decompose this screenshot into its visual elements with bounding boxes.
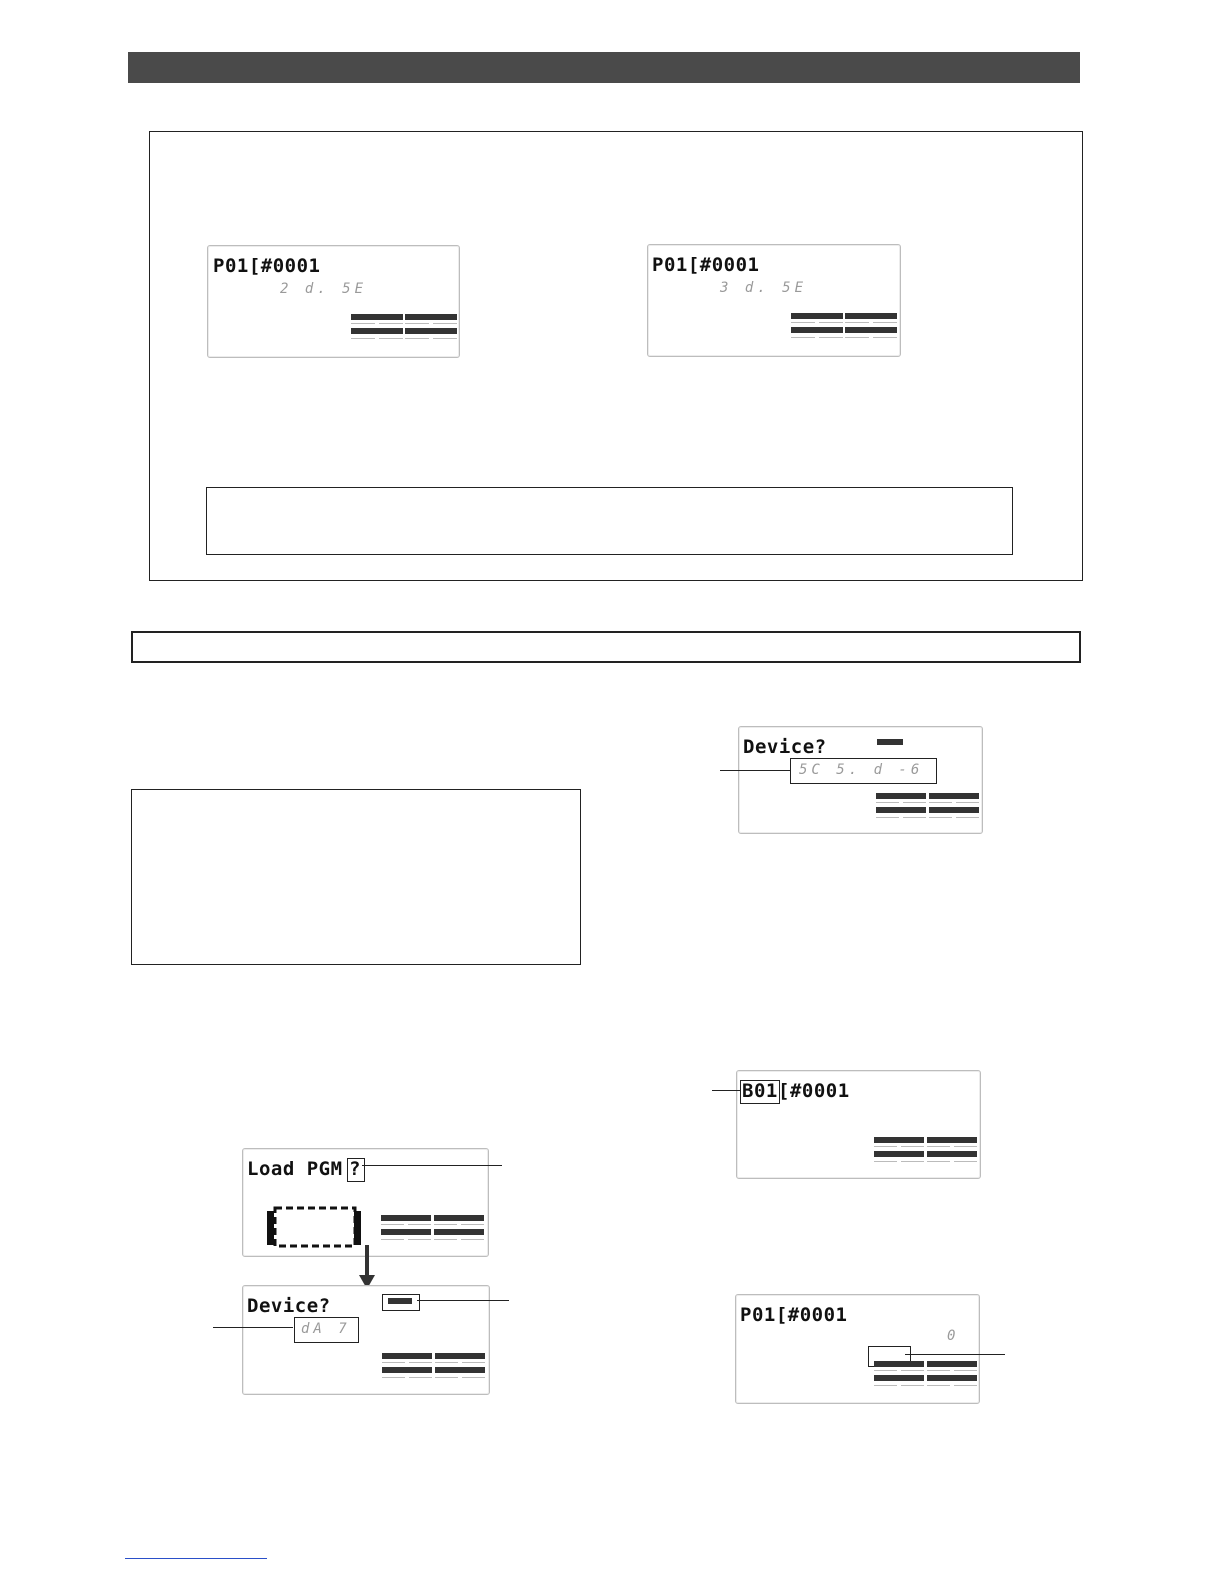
callout-leader-line <box>417 1300 509 1301</box>
level-meter <box>351 312 459 342</box>
section-heading-box <box>131 631 1081 663</box>
level-meter <box>382 1351 490 1381</box>
callout-leader-line <box>362 1165 502 1166</box>
lcd-cursor-text: ? <box>349 1158 361 1180</box>
lcd-segment-text: 3 d. 5E <box>720 280 808 296</box>
level-meter <box>381 1213 489 1243</box>
lcd-segment-text: 2 d. 5E <box>280 281 368 297</box>
level-meter <box>791 311 899 341</box>
lcd-main-text: Device? <box>743 736 827 758</box>
lcd-main-text: Load PGM <box>247 1158 343 1180</box>
callout-leader-line <box>905 1354 1005 1355</box>
lcd-display-device-scsi <box>738 726 983 834</box>
inner-note-box <box>206 487 1013 555</box>
lcd-main-text: P01[#0001 <box>652 254 760 276</box>
callout-leader-line <box>712 1090 740 1091</box>
indicator-bar <box>877 739 903 745</box>
lcd-segment-text: 0 <box>947 1328 960 1344</box>
lcd-segment-text: 5C 5. d -6 <box>799 762 924 778</box>
lcd-bank-text: B01 <box>742 1080 778 1102</box>
level-meter <box>874 1359 982 1389</box>
callout-leader-line <box>720 770 790 771</box>
blinking-frame-icon <box>265 1205 365 1249</box>
lcd-display-b01 <box>736 1070 981 1179</box>
page-header-bar <box>128 52 1080 83</box>
lcd-segment-text: dA 7 <box>301 1321 351 1337</box>
level-meter <box>874 1135 982 1165</box>
level-meter <box>876 791 984 821</box>
callout-leader-line <box>213 1327 293 1328</box>
lcd-display-device-dat <box>242 1285 490 1395</box>
lcd-main-text: P01[#0001 <box>740 1304 848 1326</box>
left-note-box <box>131 789 581 965</box>
lcd-main-text: [#0001 <box>778 1080 850 1102</box>
lcd-display-disk2 <box>207 245 460 358</box>
lcd-main-text: P01[#0001 <box>213 255 321 277</box>
lcd-main-text: Device? <box>247 1295 331 1317</box>
lcd-display-disk3 <box>647 244 901 357</box>
footer-link[interactable] <box>125 1558 267 1559</box>
lcd-display-p01-zero <box>735 1294 980 1404</box>
indicator-bar <box>388 1298 412 1304</box>
